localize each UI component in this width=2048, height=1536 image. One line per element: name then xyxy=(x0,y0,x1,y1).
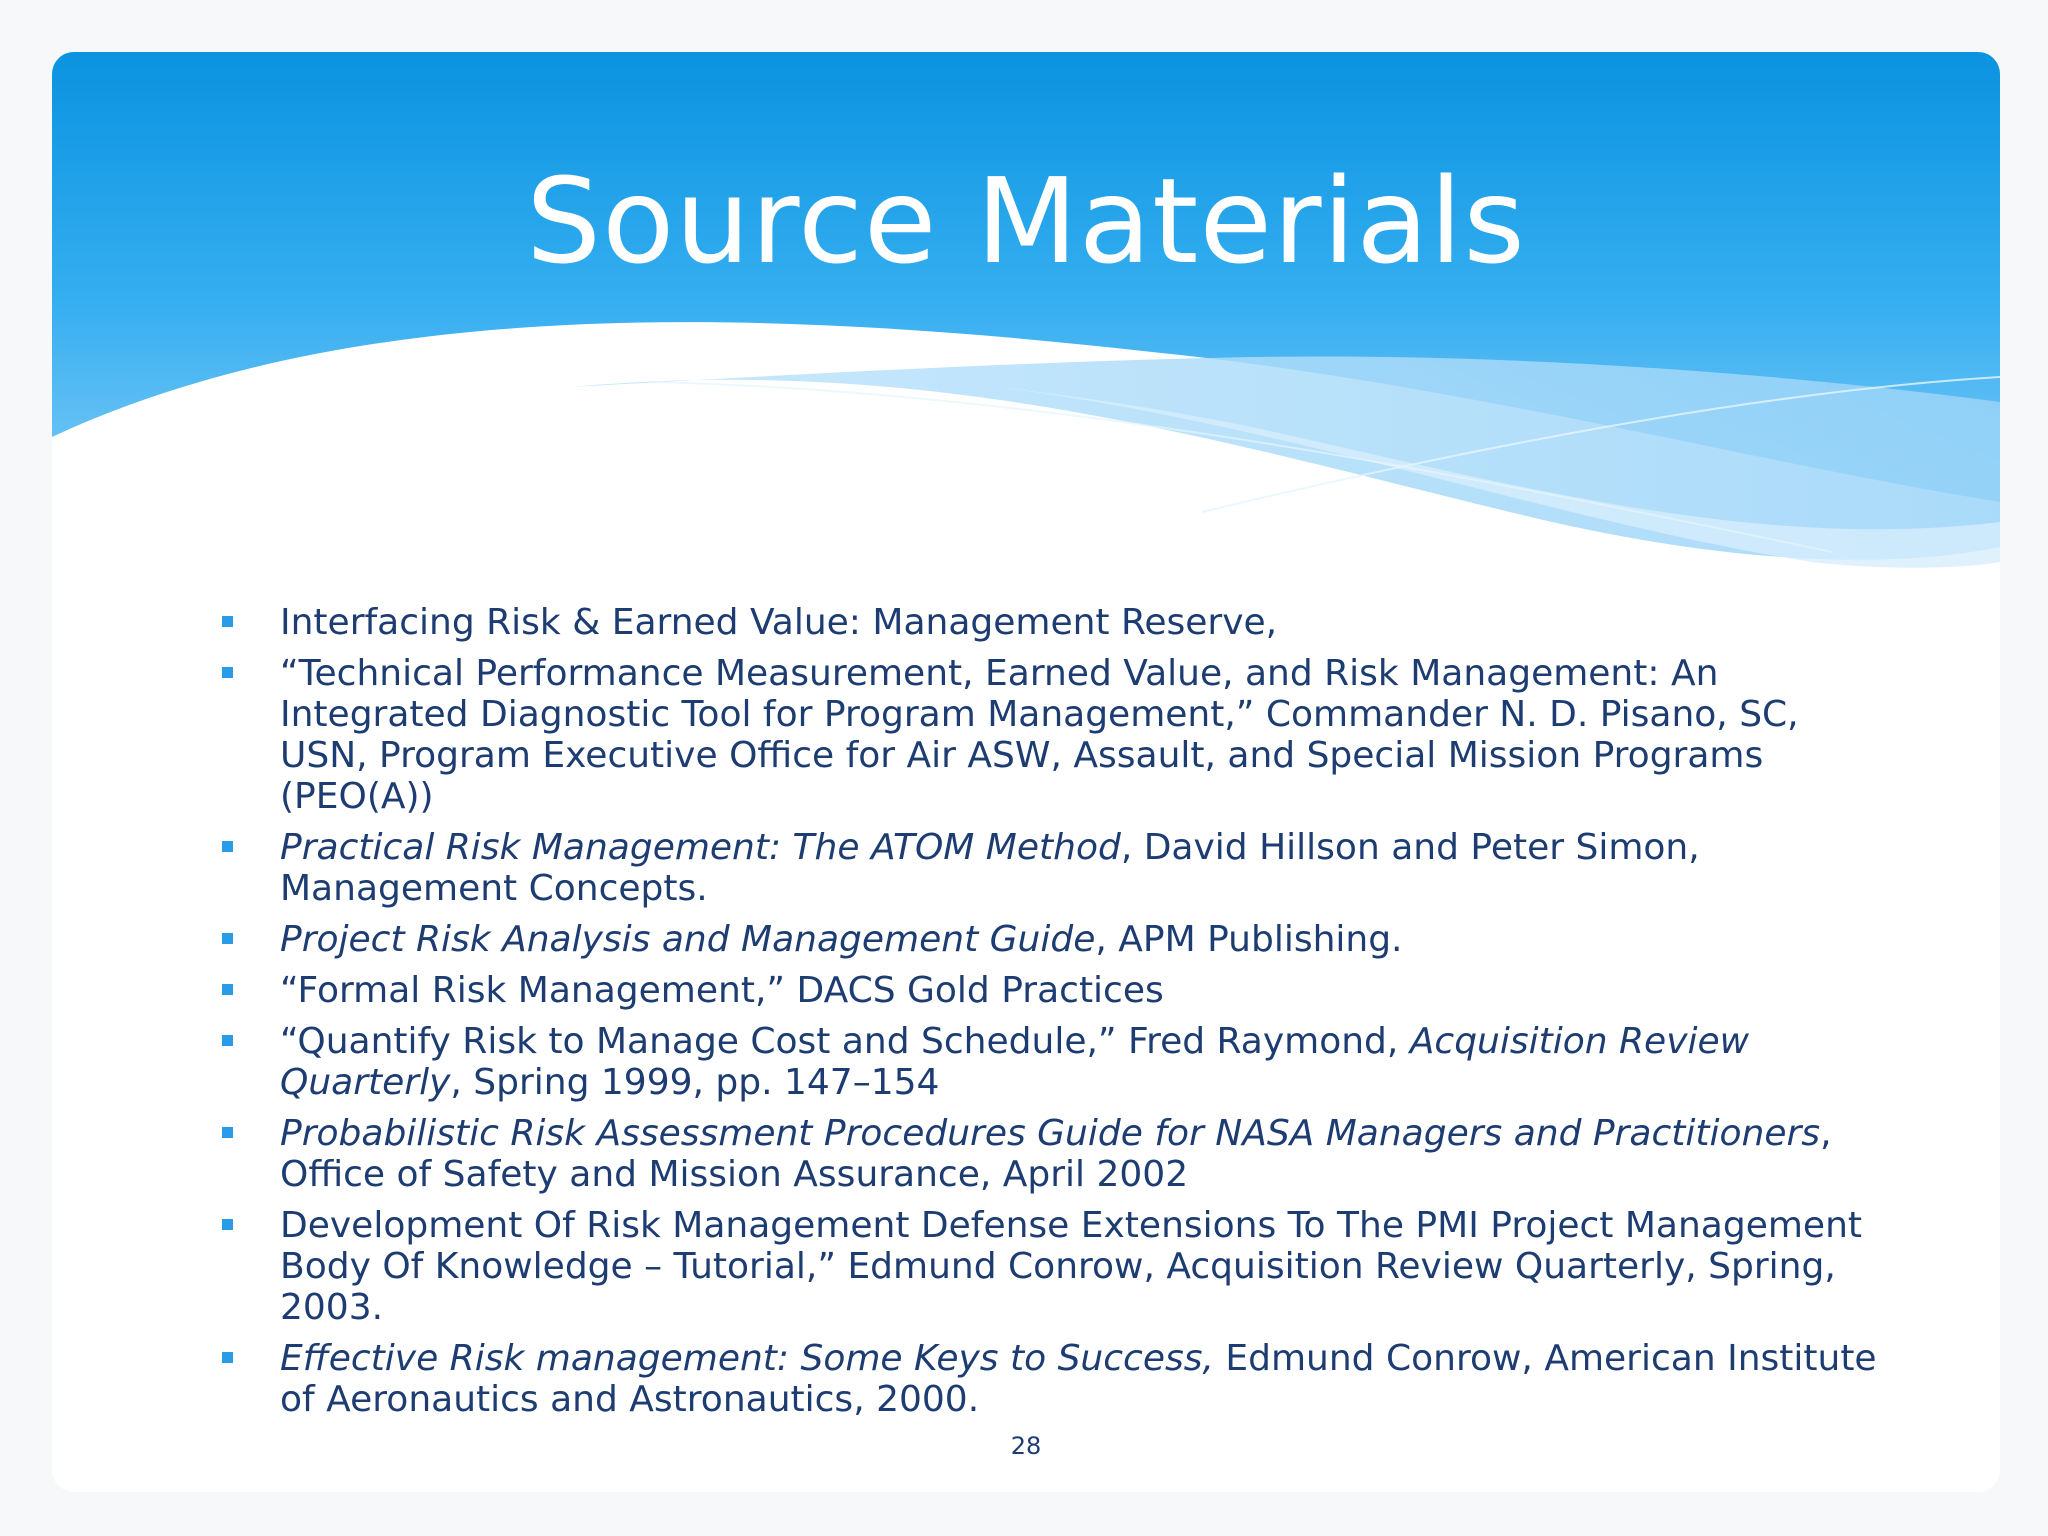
list-item xyxy=(222,653,1882,817)
list-item-text: Interfacing Risk & Earned Value: Management Reserve, xyxy=(280,602,1278,643)
list-item-text: Effective Risk management: Some Keys to Success, xyxy=(280,1338,1214,1379)
list-item-text: Edmund Conrow, American Institute of Aeronautics and Astronautics, 2000. xyxy=(280,1338,1877,1420)
square-bullet-icon xyxy=(222,1035,233,1046)
slide xyxy=(52,52,2000,1492)
square-bullet-icon xyxy=(222,1219,233,1230)
square-bullet-icon xyxy=(222,984,233,995)
list-item-text: Probabilistic Risk Assessment Procedures Guide for NASA Managers and Practitioners xyxy=(280,1113,1821,1154)
list-item-text: , David Hillson and Peter Simon, Management Concepts. xyxy=(280,827,1700,909)
square-bullet-icon xyxy=(222,667,233,678)
source-list xyxy=(222,602,1882,1430)
list-item xyxy=(222,919,1882,960)
list-item xyxy=(222,1021,1882,1103)
square-bullet-icon xyxy=(222,1352,233,1363)
slide-title: Source Materials xyxy=(526,152,1526,290)
list-item-text: “Formal Risk Management,” DACS Gold Practices xyxy=(280,970,1164,1011)
list-item-text: “Technical Performance Measurement, Earned Value, and Risk Management: An Integrated Diagnostic Tool for Program Management,” Commander N. D. Pisano, SC, USN, Program Executive Office for Air ASW, Assault, and Special Mission Programs (PEO(A)) xyxy=(280,653,1799,817)
list-item xyxy=(222,1113,1882,1195)
list-item-text: Acquisition Review Quarterly xyxy=(280,1021,1750,1103)
list-item-text: Development Of Risk Management Defense Extensions To The PMI Project Management Body Of Knowledge – Tutorial,” Edmund Conrow, Acquisition Review Quarterly, Spring, 2003. xyxy=(280,1205,1863,1328)
list-item-text: , Office of Safety and Mission Assurance, April 2002 xyxy=(280,1113,1832,1195)
list-item-text: “Quantify Risk to Manage Cost and Schedule,” Fred Raymond, xyxy=(280,1021,1410,1062)
page-number: 28 xyxy=(1010,1432,1042,1460)
list-item-text: Project Risk Analysis and Management Guide xyxy=(280,919,1096,960)
list-item-text: Practical Risk Management: The ATOM Method xyxy=(280,827,1121,868)
square-bullet-icon xyxy=(222,1127,233,1138)
square-bullet-icon xyxy=(222,933,233,944)
list-item-text: , APM Publishing. xyxy=(1095,919,1403,960)
square-bullet-icon xyxy=(222,841,233,852)
header-wave-background xyxy=(52,52,2000,592)
list-item xyxy=(222,827,1882,909)
list-item-text: , Spring 1999, pp. 147–154 xyxy=(450,1062,940,1103)
square-bullet-icon xyxy=(222,616,233,627)
list-item xyxy=(222,970,1882,1011)
list-item xyxy=(222,1205,1882,1328)
list-item xyxy=(222,1338,1882,1420)
list-item xyxy=(222,602,1882,643)
